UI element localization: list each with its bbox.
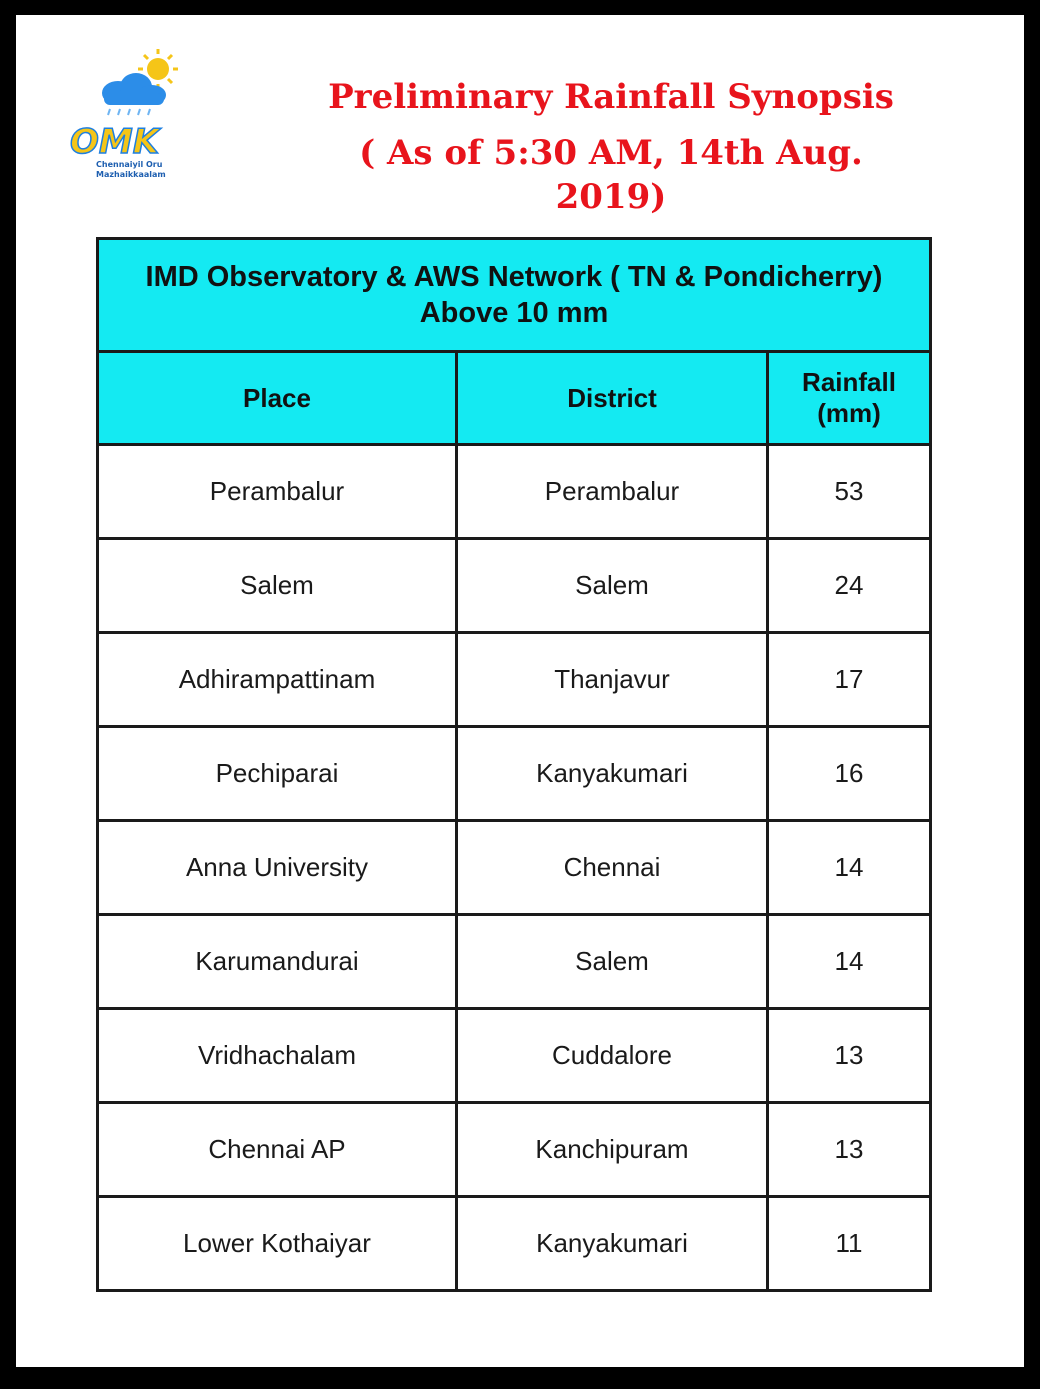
omk-logo [30,41,190,186]
cell-district: Cuddalore [457,1009,768,1103]
table-row [98,445,931,539]
title-line-1: Preliminary Rainfall Synopsis [328,77,894,117]
caption-line-2: Above 10 mm [419,297,609,329]
cell-place: Chennai AP [98,1103,457,1197]
cell-district: Kanyakumari [457,1197,768,1291]
cell-place: Anna University [98,821,457,915]
cell-rainfall: 13 [768,1009,931,1103]
cell-place: Perambalur [98,445,457,539]
cell-place: Pechiparai [98,727,457,821]
table-row [98,1009,931,1103]
cell-district: Chennai [457,821,768,915]
table-row [98,539,931,633]
cell-rainfall: 16 [768,727,931,821]
logo-tagline-2: Mazhaikkaalam [96,170,166,179]
cell-place: Karumandurai [98,915,457,1009]
cell-rainfall: 24 [768,539,931,633]
page-title [316,75,906,219]
header-place: Place [98,352,457,445]
logo-initials: OMK [70,122,160,162]
table-row [98,821,931,915]
cell-district: Perambalur [457,445,768,539]
caption-line-1: IMD Observatory & AWS Network ( TN & Pondicherry) [145,261,883,293]
header-rainfall-line-1: Rainfall [802,367,896,397]
cell-district: Kanyakumari [457,727,768,821]
rainfall-table [96,237,932,1292]
table-row [98,1197,931,1291]
table-row [98,727,931,821]
cell-place: Salem [98,539,457,633]
cell-place: Lower Kothaiyar [98,1197,457,1291]
cell-district: Salem [457,915,768,1009]
cell-rainfall: 13 [768,1103,931,1197]
header-rainfall-line-2: (mm) [817,398,881,428]
table-row [98,1103,931,1197]
cell-rainfall: 14 [768,821,931,915]
document-page [16,15,1024,1367]
cell-rainfall: 17 [768,633,931,727]
cell-district: Kanchipuram [457,1103,768,1197]
cell-rainfall: 11 [768,1197,931,1291]
header-rainfall [768,352,931,445]
table-row [98,915,931,1009]
title-line-2: ( As of 5:30 AM, 14th Aug. 2019) [359,133,863,217]
logo-tagline-1: Chennaiyil Oru [96,160,163,169]
cell-place: Vridhachalam [98,1009,457,1103]
table-caption [98,239,931,352]
cell-rainfall: 53 [768,445,931,539]
cell-rainfall: 14 [768,915,931,1009]
cell-district: Thanjavur [457,633,768,727]
cell-place: Adhirampattinam [98,633,457,727]
cell-district: Salem [457,539,768,633]
table-header-row [98,352,931,445]
table-row [98,633,931,727]
header-district: District [457,352,768,445]
